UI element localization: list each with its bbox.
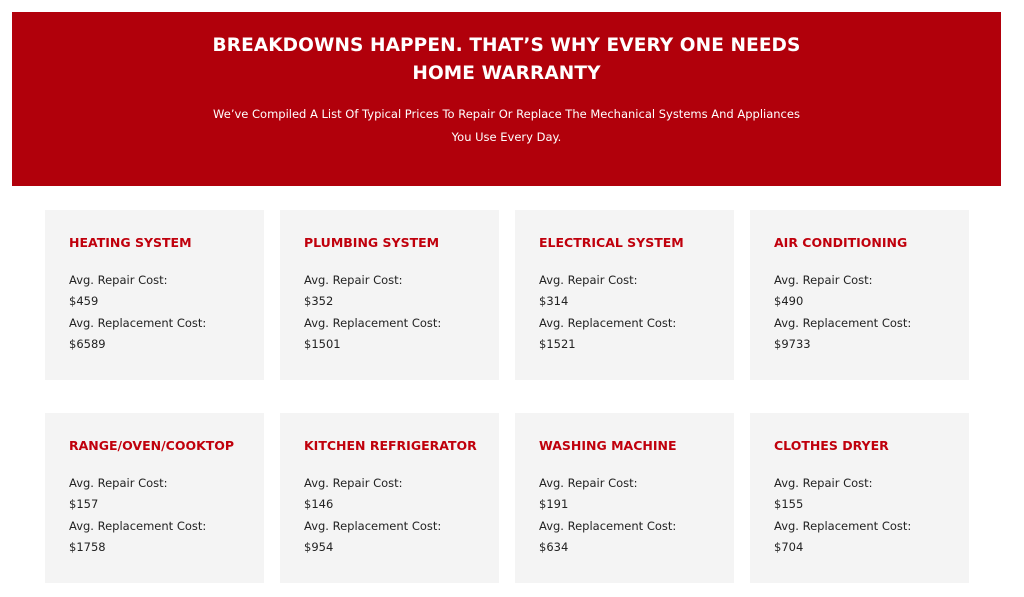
repair-cost-label: Avg. Repair Cost: — [539, 476, 638, 490]
repair-cost-label: Avg. Repair Cost: — [304, 476, 403, 490]
cost-card-kitchen-refrigerator — [280, 413, 499, 583]
replacement-cost-label: Avg. Replacement Cost: — [69, 519, 207, 533]
cost-card-clothes-dryer — [750, 413, 969, 583]
hero-title: BREAKDOWNS HAPPEN. THAT’S WHY EVERY ONE NEEDS HOME WARRANTY — [212, 35, 801, 84]
card-title: HEATING SYSTEM — [69, 235, 192, 250]
replacement-cost-label: Avg. Replacement Cost: — [539, 519, 677, 533]
card-title: CLOTHES DRYER — [774, 438, 889, 453]
hero-banner — [12, 12, 1001, 186]
repair-cost-label: Avg. Repair Cost: — [69, 273, 168, 287]
replacement-cost-value: $954 — [304, 540, 334, 554]
replacement-cost-value: $704 — [774, 540, 804, 554]
replacement-cost-value: $1758 — [69, 540, 106, 554]
cost-card-range-oven-cooktop — [45, 413, 264, 583]
repair-cost-label: Avg. Repair Cost: — [774, 273, 873, 287]
replacement-cost-label: Avg. Replacement Cost: — [69, 316, 207, 330]
repair-cost-value: $146 — [304, 497, 334, 511]
repair-cost-value: $459 — [69, 294, 99, 308]
replacement-cost-label: Avg. Replacement Cost: — [304, 316, 442, 330]
card-title: KITCHEN REFRIGERATOR — [304, 438, 477, 453]
repair-cost-value: $314 — [539, 294, 569, 308]
card-title: WASHING MACHINE — [539, 438, 677, 453]
repair-cost-value: $352 — [304, 294, 334, 308]
repair-cost-value: $155 — [774, 497, 804, 511]
cost-card-plumbing-system — [280, 210, 499, 380]
cost-card-electrical-system — [515, 210, 734, 380]
cost-card-washing-machine — [515, 413, 734, 583]
repair-cost-value: $490 — [774, 294, 804, 308]
replacement-cost-label: Avg. Replacement Cost: — [304, 519, 442, 533]
repair-cost-value: $157 — [69, 497, 99, 511]
replacement-cost-label: Avg. Replacement Cost: — [774, 316, 912, 330]
replacement-cost-label: Avg. Replacement Cost: — [774, 519, 912, 533]
replacement-cost-value: $1501 — [304, 337, 341, 351]
cost-card-heating-system — [45, 210, 264, 380]
card-title: AIR CONDITIONING — [774, 235, 908, 250]
replacement-cost-value: $1521 — [539, 337, 576, 351]
hero-subtitle: We’ve Compiled A List Of Typical Prices To Repair Or Replace The Mechanical Systems And Appliances You Use Every Day. — [213, 107, 800, 144]
card-title: ELECTRICAL SYSTEM — [539, 235, 684, 250]
repair-cost-label: Avg. Repair Cost: — [539, 273, 638, 287]
repair-cost-label: Avg. Repair Cost: — [69, 476, 168, 490]
cost-card-air-conditioning — [750, 210, 969, 380]
replacement-cost-value: $6589 — [69, 337, 106, 351]
repair-cost-label: Avg. Repair Cost: — [304, 273, 403, 287]
replacement-cost-value: $9733 — [774, 337, 811, 351]
card-title: RANGE/OVEN/COOKTOP — [69, 438, 235, 453]
card-title: PLUMBING SYSTEM — [304, 235, 440, 250]
replacement-cost-label: Avg. Replacement Cost: — [539, 316, 677, 330]
replacement-cost-value: $634 — [539, 540, 569, 554]
repair-cost-value: $191 — [539, 497, 569, 511]
repair-cost-label: Avg. Repair Cost: — [774, 476, 873, 490]
